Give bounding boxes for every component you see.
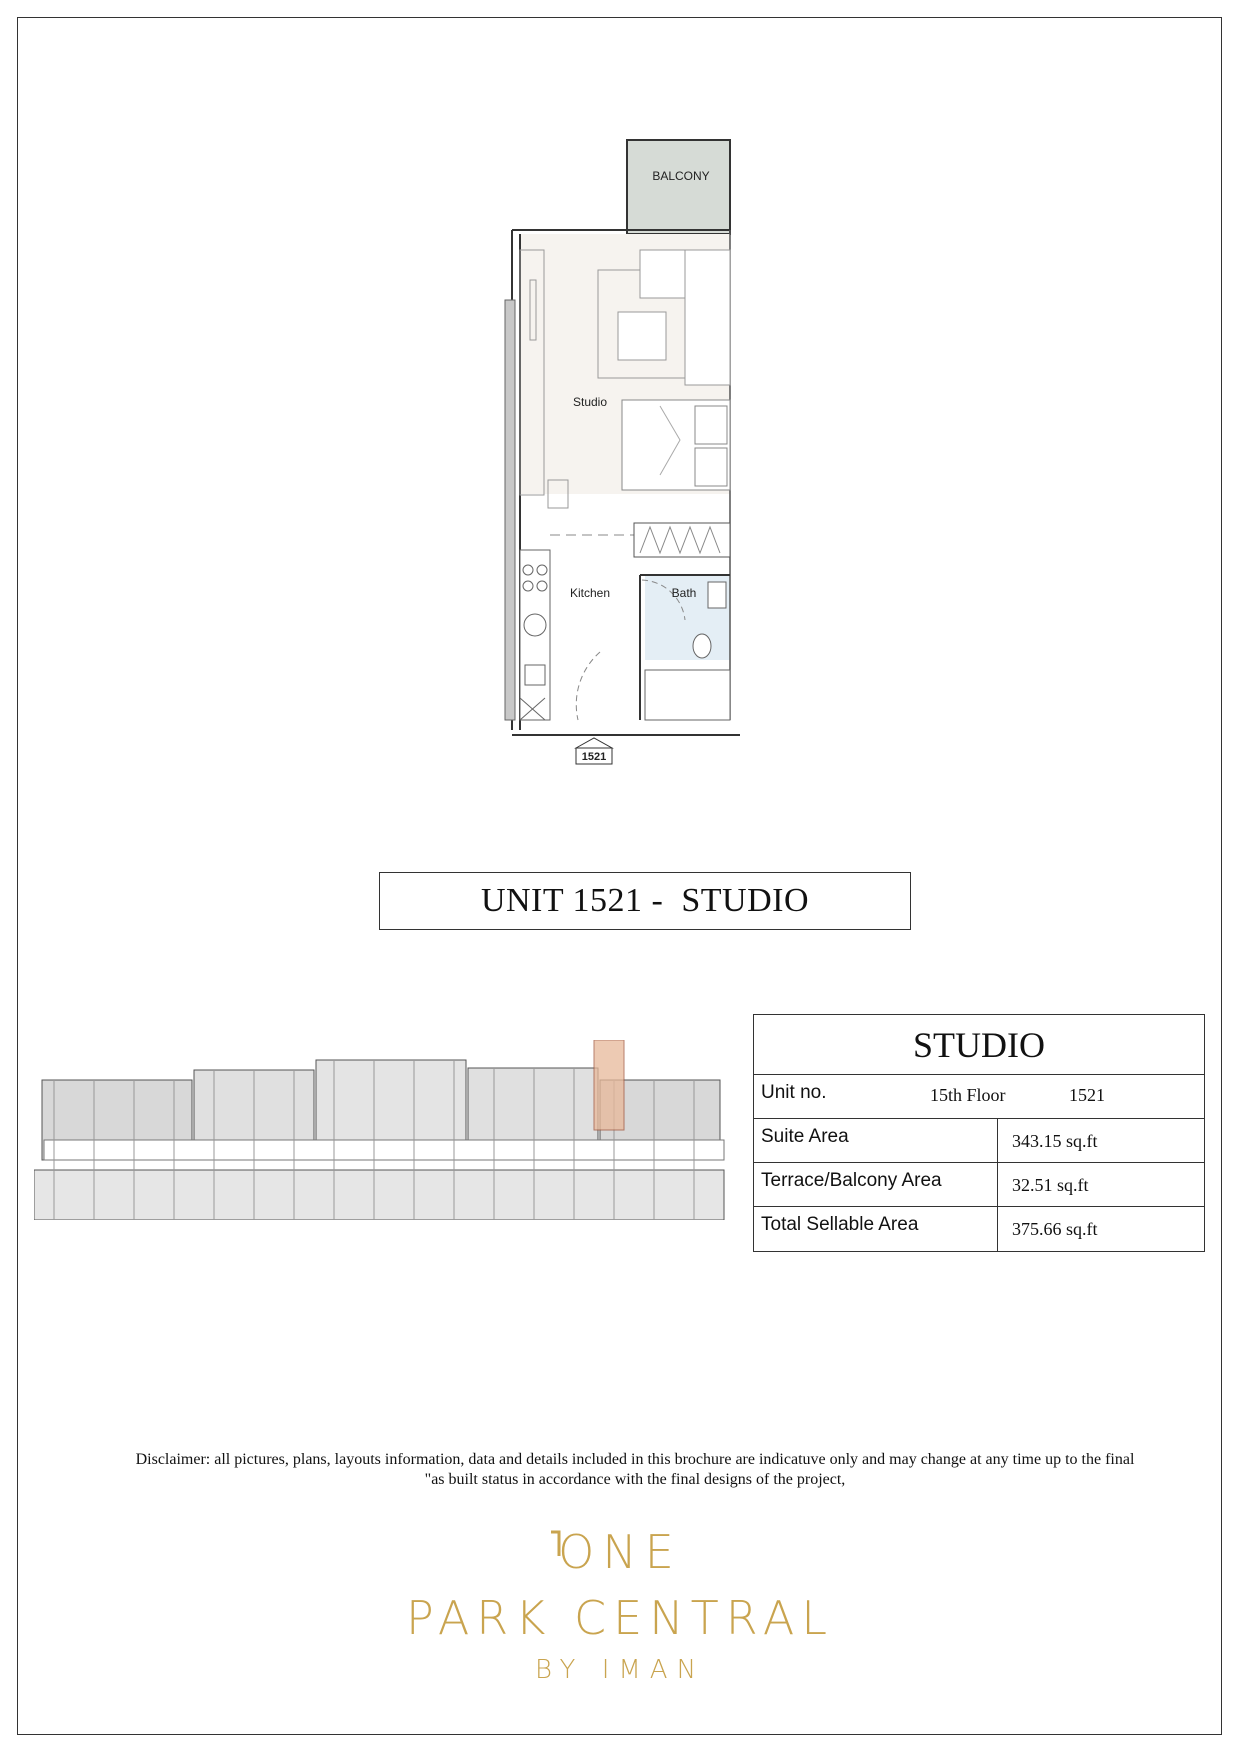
table-row	[754, 1163, 1204, 1207]
key-plan	[34, 1040, 734, 1220]
row-value: 343.15 sq.ft	[1012, 1131, 1098, 1151]
floor-plan	[490, 130, 750, 770]
logo-line-1: ONE	[558, 1525, 682, 1579]
logo-line-2: PARK CENTRAL	[406, 1591, 834, 1645]
floor-value: 15th Floor	[930, 1085, 1006, 1105]
table-row	[754, 1119, 1204, 1163]
row-value: 32.51 sq.ft	[1012, 1175, 1089, 1195]
disclaimer-line-1: Disclaimer: all pictures, plans, layouts information, data and details included in this brochure are indicatuve only and may change at any time up to the final	[135, 1451, 1135, 1468]
row-label: Total Sellable Area	[754, 1207, 998, 1251]
unit-title: UNIT 1521 - STUDIO	[379, 872, 911, 930]
bath-label: Bath	[671, 586, 697, 600]
table-row	[754, 1207, 1204, 1251]
balcony-label: BALCONY	[652, 169, 710, 183]
entry-marker	[576, 738, 612, 748]
unit-number: 1521	[1069, 1085, 1105, 1105]
row-label: Suite Area	[754, 1119, 998, 1162]
studio-label: Studio	[572, 395, 608, 409]
unit-row	[754, 1075, 1204, 1119]
entry-tag: 1521	[581, 751, 607, 763]
unit-info-table	[753, 1014, 1205, 1252]
balcony-area	[627, 140, 730, 234]
disclaimer	[60, 1450, 1210, 1490]
table-title: STUDIO	[754, 1015, 1204, 1075]
logo-line-3: BY IMAN	[534, 1655, 706, 1685]
row-label: Terrace/Balcony Area	[754, 1163, 998, 1206]
kitchen-label: Kitchen	[569, 586, 611, 600]
brand-logo	[370, 1525, 870, 1685]
row-value: 375.66 sq.ft	[1012, 1219, 1098, 1239]
disclaimer-line-2: "as built status in accordance with the final designs of the project,	[424, 1471, 846, 1488]
unit-label: Unit no.	[761, 1082, 827, 1103]
highlighted-unit	[594, 1040, 624, 1130]
